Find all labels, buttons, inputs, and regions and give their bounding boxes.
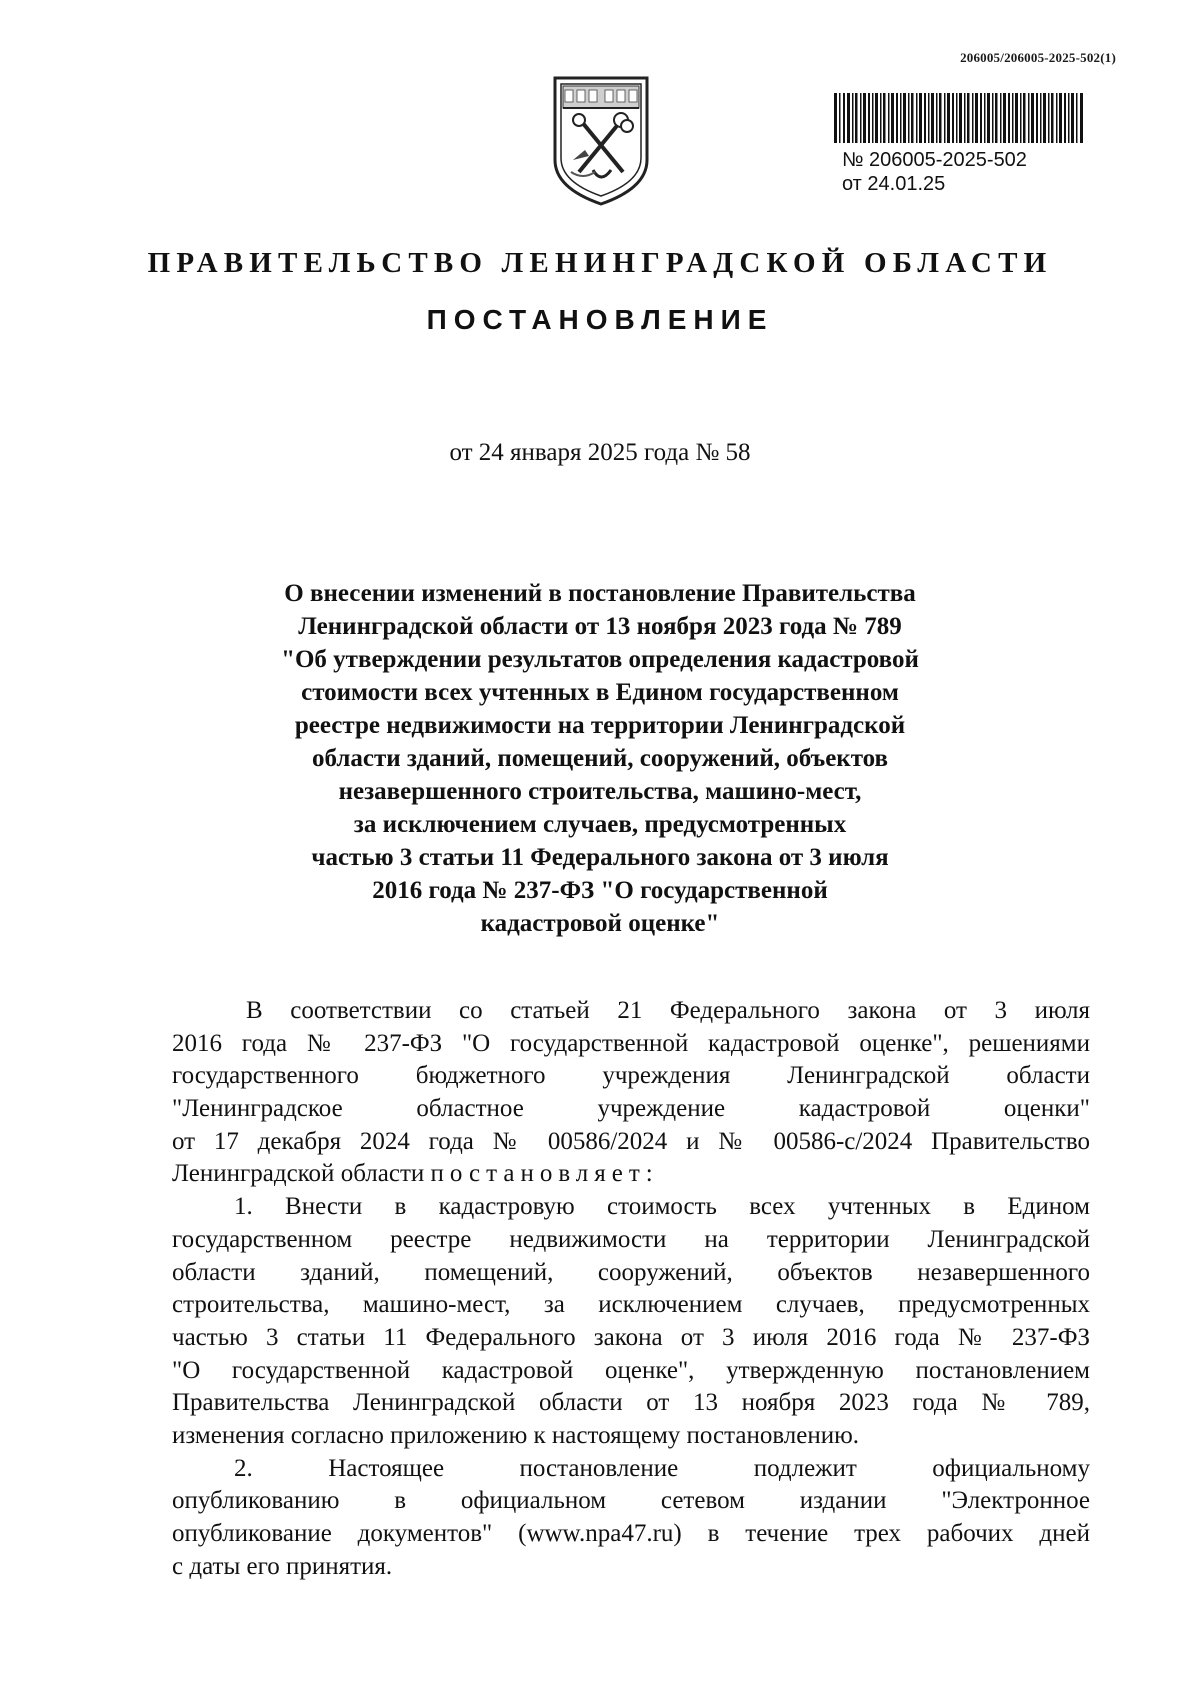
item-2-line: 2. Настоящее постановление подлежит официальному [234,1454,1090,1482]
item-1-line: "О государственной кадастровой оценке", утвержденную постановлением [172,1356,1090,1384]
preamble-last-text: Ленинградской области [172,1160,425,1188]
subject-line: кадастровой оценке" [480,910,720,937]
subject-line: стоимости всех учтенных в Едином государственном [301,679,899,706]
item-1-line: изменения согласно приложению к настоящему постановлению. [172,1421,860,1449]
subject-line: О внесении изменений в постановление Правительства [284,580,916,607]
document-type: ПОСТАНОВЛЕНИЕ [426,304,774,335]
subject-line: 2016 года № 237-ФЗ "О государственной [372,877,828,904]
document-date-number: от 24 января 2025 года № 58 [449,439,751,466]
authority-title: ПРАВИТЕЛЬСТВО ЛЕНИНГРАДСКОЙ ОБЛАСТИ [147,247,1053,279]
document-id: 206005/206005-2025-502(1) [960,50,1116,65]
subject-line: за исключением случаев, предусмотренных [353,811,847,838]
preamble-last-line [172,1158,1090,1191]
item-1-line: 1. Внести в кадастровую стоимость всех учтенных в Едином [234,1193,1090,1221]
registration-number: № 206005-2025-502 [842,149,1027,171]
item-2-line: опубликованию в официальном сетевом издании "Электронное [172,1487,1090,1515]
subject-line: реестре недвижимости на территории Ленинградской [294,712,906,739]
coat-of-arms-emblem [549,72,653,208]
item-1-line: Правительства Ленинградской области от 13 ноября 2023 года № 789, [172,1389,1090,1417]
decree-subject [250,577,950,940]
registration-block [834,93,1094,196]
subject-line: области зданий, помещений, сооружений, объектов [311,745,889,772]
subject-line: частью 3 статьи 11 Федерального закона от 3 июля [311,844,889,871]
subject-line: незавершенного строительства, машино-мест, [338,778,862,805]
subject-line: "Об утверждении результатов определения кадастровой [281,646,919,673]
item-2-line: опубликование документов" (www.npa47.ru) в течение трех рабочих дней [172,1520,1090,1547]
item-1-line: области зданий, помещений, сооружений, объектов незавершенного [172,1258,1090,1286]
preamble-line: государственного бюджетного учреждения Ленинградской области [172,1062,1090,1090]
preamble-line: "Ленинградское областное учреждение кадастровой оценки" [172,1095,1090,1123]
barcode-icon [834,93,1084,143]
preamble-line: от 17 декабря 2024 года № 00586/2024 и № 00586-с/2024 Правительство [172,1127,1090,1155]
item-1-line: государственном реестре недвижимости на территории Ленинградской [172,1225,1090,1253]
item-1-line: частью 3 статьи 11 Федерального закона от 3 июля 2016 года № 237-ФЗ [172,1323,1090,1351]
preamble-line: 2016 года № 237-ФЗ "О государственной кадастровой оценке", решениями [172,1029,1090,1057]
decree-body [172,995,1090,1583]
subject-line: Ленинградской области от 13 ноября 2023 года № 789 [298,613,902,640]
decree-word: постановляет: [430,1160,659,1188]
registration-date: от 24.01.25 [842,173,946,195]
item-1-line: строительства, машино-мест, за исключением случаев, предусмотренных [172,1291,1090,1319]
preamble-line: В соответствии со статьей 21 Федерального закона от 3 июля [246,997,1090,1024]
item-2-line: с даты его принятия. [172,1552,393,1580]
